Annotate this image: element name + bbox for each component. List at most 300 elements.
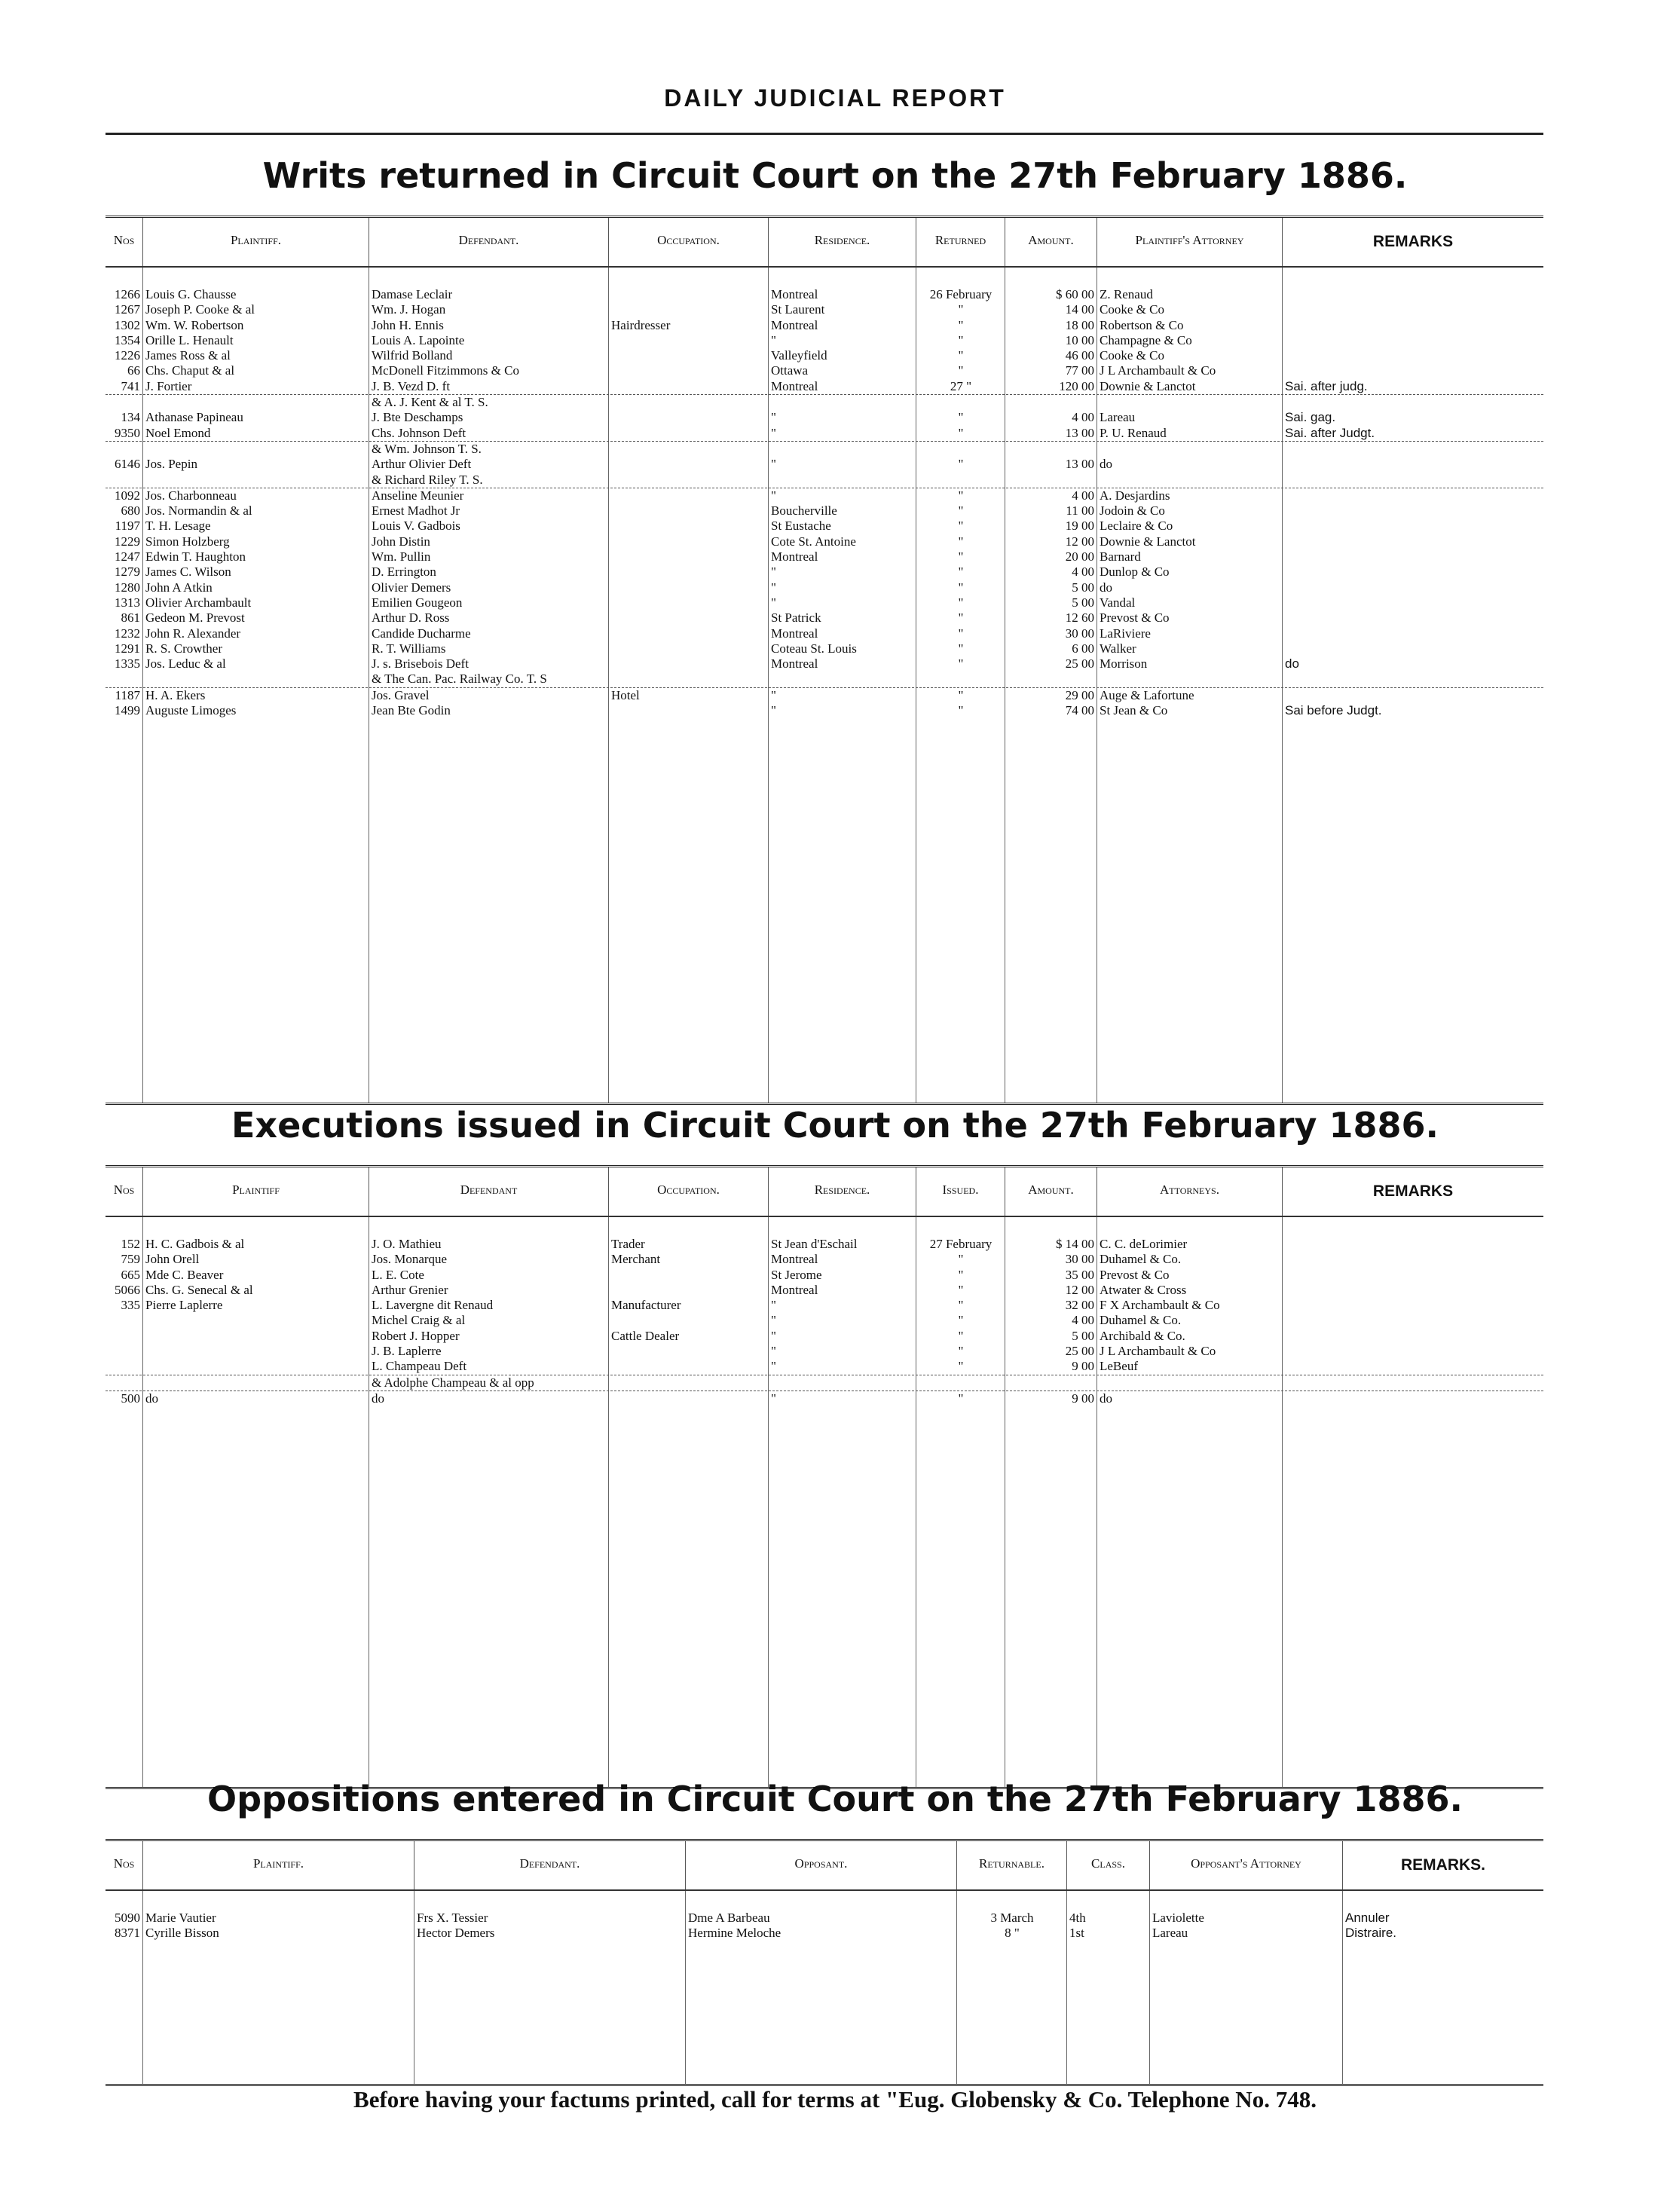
executions-table-row <box>106 1298 1543 1313</box>
writs-cell <box>1283 363 1543 378</box>
executions-table-row <box>106 1344 1543 1359</box>
executions-cell: F X Archambault & Co <box>1100 1298 1220 1313</box>
writs-cell <box>609 287 769 302</box>
writs-cell: 1187 <box>115 687 140 702</box>
writs-cell: " <box>771 457 776 472</box>
writs-cell: 1197 <box>115 519 140 534</box>
writs-table-row <box>106 410 1543 425</box>
writs-cell: 6146 <box>115 457 140 472</box>
writs-cell: Olivier Demers <box>372 580 451 595</box>
writs-cell: 12 60 <box>1065 610 1094 626</box>
writs-cell <box>1283 442 1543 457</box>
executions-cell <box>143 1359 369 1374</box>
writs-cell: Barnard <box>1100 549 1141 564</box>
writs-cell: Auge & Lafortune <box>1100 687 1194 702</box>
writs-cell <box>609 395 769 410</box>
executions-cell: " <box>771 1344 776 1359</box>
writs-cell: 134 <box>121 410 140 425</box>
executions-cell: 35 00 <box>1065 1267 1094 1282</box>
writs-cell: 4 00 <box>1072 564 1094 580</box>
writs-table-row <box>106 457 1543 472</box>
executions-cell: Pierre Laplerre <box>145 1298 223 1313</box>
writs-cell: Damase Leclair <box>372 287 453 301</box>
writs-cell: 741 <box>121 378 140 393</box>
writs-cell: 5 00 <box>1072 580 1094 595</box>
writs-cell <box>609 426 769 441</box>
executions-cell: " <box>958 1359 964 1374</box>
executions-cell: " <box>958 1252 964 1267</box>
writs-cell <box>1283 626 1543 641</box>
writs-cell <box>609 363 769 378</box>
writs-cell: 1313 <box>115 595 140 610</box>
writs-cell: J. B. Vezd D. ft <box>372 378 451 393</box>
writs-cell: LaRiviere <box>1100 626 1151 641</box>
writs-header-row <box>106 218 1543 268</box>
writs-cell: 14 00 <box>1065 302 1094 317</box>
writs-col-header: Amount. <box>1005 218 1097 266</box>
writs-cell: Coteau St. Louis <box>771 641 857 656</box>
writs-cell: " <box>958 595 964 610</box>
writs-cell <box>609 564 769 580</box>
writs-cell: $ 60 00 <box>1056 287 1094 301</box>
executions-cell: Merchant <box>611 1252 661 1267</box>
writs-cell: 19 00 <box>1065 519 1094 534</box>
executions-cell: J L Archambault & Co <box>1100 1344 1216 1359</box>
oppositions-col-header: Nos <box>106 1841 143 1889</box>
writs-cell: 1499 <box>115 703 140 718</box>
writs-cell: Sai. after judg. <box>1285 378 1368 393</box>
writs-cell: Sai. after Judgt. <box>1285 425 1375 440</box>
writs-cell: " <box>958 363 964 378</box>
writs-col-header: Returned <box>916 218 1005 266</box>
writs-col-header: Nos <box>106 218 143 266</box>
writs-table-row <box>106 488 1543 503</box>
executions-cell: " <box>958 1267 964 1282</box>
writs-cell <box>609 379 769 394</box>
writs-cell: Ottawa <box>771 363 809 378</box>
writs-cell: Hairdresser <box>611 317 671 332</box>
writs-table-row <box>106 318 1543 333</box>
writs-table-row <box>106 626 1543 641</box>
oppositions-cell: Hector Demers <box>417 1926 495 1941</box>
writs-cell <box>609 442 769 457</box>
writs-cell: do <box>1100 457 1112 472</box>
writs-cell <box>609 656 769 672</box>
writs-cell <box>609 595 769 610</box>
oppositions-col-header: Class. <box>1067 1841 1150 1889</box>
executions-cell: 500 <box>121 1391 140 1406</box>
writs-cell: Ernest Madhot Jr <box>372 503 460 519</box>
executions-cell: 12 00 <box>1065 1282 1094 1297</box>
writs-cell <box>106 395 143 410</box>
writs-cell: 13 00 <box>1065 425 1094 440</box>
executions-cell: do <box>1100 1391 1112 1406</box>
writs-cell <box>769 395 916 410</box>
writs-cell: Valleyfield <box>771 348 827 363</box>
writs-cell: 1226 <box>115 348 140 363</box>
writs-cell: 4 00 <box>1072 488 1094 503</box>
writs-cell: 5 00 <box>1072 595 1094 610</box>
executions-cell: Michel Craig & al <box>372 1313 466 1328</box>
executions-table-row <box>106 1283 1543 1298</box>
writs-cell: 861 <box>121 610 140 626</box>
writs-cell <box>916 473 1005 488</box>
writs-cell: 6 00 <box>1072 641 1094 656</box>
writs-cell: J. s. Brisebois Deft <box>372 656 469 672</box>
executions-cell <box>1283 1313 1543 1328</box>
writs-cell <box>106 473 143 488</box>
writs-cell: " <box>958 580 964 595</box>
executions-col-header: Amount. <box>1005 1167 1097 1216</box>
executions-table-row <box>106 1313 1543 1328</box>
executions-cell <box>1283 1391 1543 1406</box>
writs-cell: Vandal <box>1100 595 1136 610</box>
executions-table-row <box>106 1359 1543 1375</box>
writs-cell: Montreal <box>771 549 818 564</box>
writs-cell <box>609 610 769 626</box>
writs-cell: Cooke & Co <box>1100 302 1164 317</box>
executions-cell: $ 14 00 <box>1056 1237 1094 1251</box>
oppositions-table <box>106 1839 1543 2086</box>
oppositions-cell: 4th <box>1069 1911 1086 1925</box>
writs-cell: Z. Renaud <box>1100 287 1153 301</box>
writs-cell: " <box>958 564 964 580</box>
executions-table-row <box>106 1375 1543 1391</box>
executions-cell: " <box>771 1328 776 1343</box>
writs-cell: " <box>958 626 964 641</box>
writs-cell <box>1005 672 1097 687</box>
page-header: DAILY JUDICIAL REPORT <box>664 84 1006 112</box>
executions-cell: 27 February <box>929 1237 993 1251</box>
writs-cell <box>916 672 1005 687</box>
executions-cell: " <box>771 1313 776 1328</box>
executions-cell <box>143 1329 369 1344</box>
executions-cell: John Orell <box>145 1252 200 1267</box>
executions-cell: St Jean d'Eschail <box>771 1237 858 1251</box>
writs-cell: R. S. Crowther <box>145 641 222 656</box>
writs-cell: " <box>958 503 964 519</box>
executions-col-header: Defendant <box>369 1167 609 1216</box>
writs-cell <box>916 395 1005 410</box>
writs-table-row <box>106 442 1543 457</box>
writs-cell: Jean Bte Godin <box>372 703 451 718</box>
writs-cell: 1280 <box>115 580 140 595</box>
executions-cell: 9 00 <box>1072 1391 1094 1406</box>
executions-cell <box>609 1344 769 1359</box>
executions-cell: J. O. Mathieu <box>372 1237 442 1251</box>
writs-cell: Joseph P. Cooke & al <box>145 302 255 317</box>
writs-cell: 29 00 <box>1065 687 1094 702</box>
writs-cell: Simon Holzberg <box>145 534 230 549</box>
writs-cell: Lareau <box>1100 410 1136 425</box>
writs-table <box>106 216 1543 1105</box>
writs-cell: St Patrick <box>771 610 821 626</box>
executions-cell: C. C. deLorimier <box>1100 1237 1188 1251</box>
writs-cell: 20 00 <box>1065 549 1094 564</box>
executions-cell <box>1097 1375 1283 1391</box>
oppositions-cell: 8371 <box>115 1926 140 1941</box>
writs-cell: " <box>958 457 964 472</box>
executions-cell: Cattle Dealer <box>611 1328 680 1343</box>
writs-cell <box>609 503 769 519</box>
writs-cell: Jos. Gravel <box>372 687 430 702</box>
executions-cell: 335 <box>121 1298 140 1313</box>
executions-cell <box>1283 1268 1543 1283</box>
writs-cell: J L Archambault & Co <box>1100 363 1216 378</box>
writs-cell <box>1283 580 1543 595</box>
writs-cell <box>1097 672 1283 687</box>
writs-col-header: Plaintiff's Attorney <box>1097 218 1283 266</box>
executions-cell: " <box>958 1282 964 1297</box>
writs-cell: Chs. Chaput & al <box>145 363 235 378</box>
writs-cell <box>769 672 916 687</box>
writs-cell: " <box>958 549 964 564</box>
writs-cell: J. Bte Deschamps <box>372 410 463 425</box>
writs-cell: & Richard Riley T. S. <box>372 472 483 487</box>
executions-cell: Robert J. Hopper <box>372 1328 460 1343</box>
executions-cell <box>1283 1252 1543 1267</box>
writs-cell: James Ross & al <box>145 348 231 363</box>
executions-cell: Montreal <box>771 1252 818 1267</box>
writs-table-row <box>106 333 1543 348</box>
writs-cell: Wm. Pullin <box>372 549 431 564</box>
writs-cell <box>1005 473 1097 488</box>
writs-cell: Jodoin & Co <box>1100 503 1165 519</box>
writs-cell: John A Atkin <box>145 580 213 595</box>
writs-table-row <box>106 688 1543 703</box>
writs-cell: 12 00 <box>1065 534 1094 549</box>
writs-cell: Auguste Limoges <box>145 703 237 718</box>
writs-table-row <box>106 473 1543 488</box>
oppositions-cell: 8 " <box>1005 1926 1020 1941</box>
writs-cell: John Distin <box>372 534 430 549</box>
writs-cell: " <box>958 703 964 718</box>
writs-cell: " <box>958 302 964 317</box>
writs-cell: H. A. Ekers <box>145 687 206 702</box>
writs-cell: " <box>958 534 964 549</box>
executions-cell: Atwater & Cross <box>1100 1282 1187 1297</box>
executions-cell: Manufacturer <box>611 1298 681 1313</box>
writs-cell <box>609 488 769 503</box>
writs-cell <box>609 672 769 687</box>
executions-col-header: Plaintiff <box>143 1167 369 1216</box>
writs-cell: Arthur Olivier Deft <box>372 457 472 472</box>
writs-cell: John R. Alexander <box>145 626 241 641</box>
writs-cell <box>609 580 769 595</box>
executions-cell <box>1283 1283 1543 1298</box>
writs-cell: 1335 <box>115 656 140 672</box>
writs-cell: 680 <box>121 503 140 519</box>
executions-cell <box>609 1359 769 1374</box>
executions-col-header: Occupation. <box>609 1167 769 1216</box>
executions-cell: 9 00 <box>1072 1359 1094 1374</box>
writs-cell: Louis G. Chausse <box>145 287 237 301</box>
writs-cell: 1232 <box>115 626 140 641</box>
executions-table-row <box>106 1391 1543 1406</box>
writs-cell <box>609 457 769 472</box>
writs-cell <box>609 348 769 363</box>
writs-cell: & The Can. Pac. Railway Co. T. S <box>372 672 547 687</box>
writs-cell: 11 00 <box>1066 503 1094 519</box>
executions-cell: L. Champeau Deft <box>372 1359 467 1374</box>
executions-cell: LeBeuf <box>1100 1359 1138 1374</box>
writs-cell <box>143 395 369 410</box>
executions-cell <box>1283 1359 1543 1374</box>
writs-cell <box>609 534 769 549</box>
writs-table-row <box>106 549 1543 564</box>
writs-table-row <box>106 534 1543 549</box>
executions-cell: Prevost & Co <box>1100 1267 1170 1282</box>
footer-advert: Before having your factums printed, call for terms at "Eug. Globensky & Co. Telephone No. 748. <box>353 2086 1317 2113</box>
writs-cell: " <box>958 610 964 626</box>
executions-cell <box>1005 1375 1097 1391</box>
writs-cell <box>1005 442 1097 457</box>
oppositions-col-header: REMARKS. <box>1400 1856 1485 1874</box>
writs-cell: 27 " <box>950 378 972 393</box>
writs-cell <box>1283 348 1543 363</box>
writs-table-row <box>106 302 1543 317</box>
writs-cell: & Wm. Johnson T. S. <box>372 441 482 456</box>
writs-cell: Robertson & Co <box>1100 317 1184 332</box>
executions-cell <box>769 1375 916 1391</box>
writs-cell <box>1283 672 1543 687</box>
writs-table-row <box>106 503 1543 519</box>
executions-cell: Mde C. Beaver <box>145 1267 224 1282</box>
writs-cell: Orille L. Henault <box>145 332 234 347</box>
writs-table-row <box>106 395 1543 410</box>
executions-cell <box>609 1375 769 1391</box>
writs-cell: Champagne & Co <box>1100 332 1192 347</box>
executions-col-header: Residence. <box>769 1167 916 1216</box>
writs-cell: St Laurent <box>771 302 825 317</box>
writs-table-row <box>106 610 1543 626</box>
writs-cell <box>609 333 769 348</box>
executions-cell: Arthur Grenier <box>372 1282 448 1297</box>
writs-cell <box>609 641 769 656</box>
writs-cell <box>1283 302 1543 317</box>
writs-cell: J. Fortier <box>145 378 192 393</box>
writs-cell: 4 00 <box>1072 410 1094 425</box>
oppositions-col-header: Returnable. <box>957 1841 1067 1889</box>
writs-cell: Leclaire & Co <box>1100 519 1173 534</box>
oppositions-cell: 1st <box>1069 1926 1084 1941</box>
executions-cell <box>143 1313 369 1328</box>
executions-cell: 759 <box>121 1252 140 1267</box>
executions-cell <box>609 1313 769 1328</box>
writs-cell <box>609 626 769 641</box>
writs-cell: Jos. Pepin <box>145 457 197 472</box>
oppositions-cell: Cyrille Bisson <box>145 1926 219 1941</box>
writs-cell: 46 00 <box>1065 348 1094 363</box>
writs-cell: " <box>958 425 964 440</box>
executions-cell <box>1283 1298 1543 1313</box>
writs-cell: Cooke & Co <box>1100 348 1164 363</box>
writs-cell: St Jean & Co <box>1100 703 1168 718</box>
executions-header-row <box>106 1167 1543 1217</box>
executions-cell: " <box>771 1391 776 1406</box>
writs-cell: A. Desjardins <box>1100 488 1170 503</box>
oppositions-col-header: Plaintiff. <box>143 1841 414 1889</box>
writs-table-row <box>106 656 1543 672</box>
writs-cell: 1229 <box>115 534 140 549</box>
oppositions-cell: Marie Vautier <box>145 1911 216 1925</box>
executions-cell <box>106 1375 143 1391</box>
writs-cell <box>143 442 369 457</box>
writs-cell: Sai. gag. <box>1285 410 1336 425</box>
executions-cell <box>609 1283 769 1298</box>
executions-cell: 30 00 <box>1065 1252 1094 1267</box>
writs-cell: 66 <box>127 363 140 378</box>
writs-cell <box>1283 564 1543 580</box>
writs-cell: Dunlop & Co <box>1100 564 1170 580</box>
writs-cell: Athanase Papineau <box>145 410 243 425</box>
oppositions-table-row <box>106 1926 1543 1941</box>
writs-table-row <box>106 672 1543 687</box>
writs-col-header: REMARKS <box>1372 233 1454 250</box>
writs-cell <box>143 473 369 488</box>
writs-cell: 9350 <box>115 425 140 440</box>
executions-cell: 152 <box>121 1237 140 1251</box>
oppositions-cell: Hermine Meloche <box>688 1926 781 1941</box>
writs-cell: " <box>958 348 964 363</box>
executions-cell: Trader <box>611 1237 645 1251</box>
executions-col-header: Issued. <box>916 1167 1005 1216</box>
writs-cell <box>1005 395 1097 410</box>
executions-cell <box>106 1329 143 1344</box>
writs-cell <box>916 442 1005 457</box>
writs-cell: 1279 <box>115 564 140 580</box>
writs-cell: 1266 <box>115 287 140 301</box>
writs-cell <box>1283 641 1543 656</box>
writs-cell: Downie & Lanctot <box>1100 378 1196 393</box>
writs-cell: R. T. Williams <box>372 641 446 656</box>
writs-cell: " <box>958 519 964 534</box>
writs-cell: 77 00 <box>1065 363 1094 378</box>
writs-cell <box>1283 473 1543 488</box>
writs-cell: Arthur D. Ross <box>372 610 450 626</box>
writs-cell: " <box>771 687 776 702</box>
writs-cell <box>1283 395 1543 410</box>
writs-cell: " <box>958 332 964 347</box>
writs-cell: Morrison <box>1100 656 1148 672</box>
writs-cell: Sai before Judgt. <box>1285 703 1382 718</box>
executions-cell: Duhamel & Co. <box>1100 1313 1182 1328</box>
executions-cell: J. B. Laplerre <box>372 1344 442 1359</box>
writs-cell <box>769 473 916 488</box>
writs-cell <box>1283 519 1543 534</box>
executions-table-row <box>106 1252 1543 1267</box>
writs-col-header: Occupation. <box>609 218 769 266</box>
executions-cell <box>916 1375 1005 1391</box>
oppositions-col-header: Opposant's Attorney <box>1150 1841 1343 1889</box>
writs-cell: " <box>771 703 776 718</box>
writs-cell: " <box>958 656 964 672</box>
writs-cell: " <box>958 317 964 332</box>
writs-cell <box>609 473 769 488</box>
writs-cell: " <box>958 488 964 503</box>
oppositions-cell: Frs X. Tessier <box>417 1911 488 1925</box>
writs-cell: St Eustache <box>771 519 831 534</box>
oppositions-cell: Distraire. <box>1345 1926 1397 1941</box>
writs-table-row <box>106 595 1543 610</box>
executions-col-header: REMARKS <box>1372 1182 1454 1200</box>
writs-cell: McDonell Fitzimmons & Co <box>372 363 519 378</box>
writs-cell: Hotel <box>611 687 640 702</box>
writs-col-header: Defendant. <box>369 218 609 266</box>
writs-cell <box>609 703 769 718</box>
writs-cell: Anseline Meunier <box>372 488 464 503</box>
writs-cell: Montreal <box>771 626 818 641</box>
